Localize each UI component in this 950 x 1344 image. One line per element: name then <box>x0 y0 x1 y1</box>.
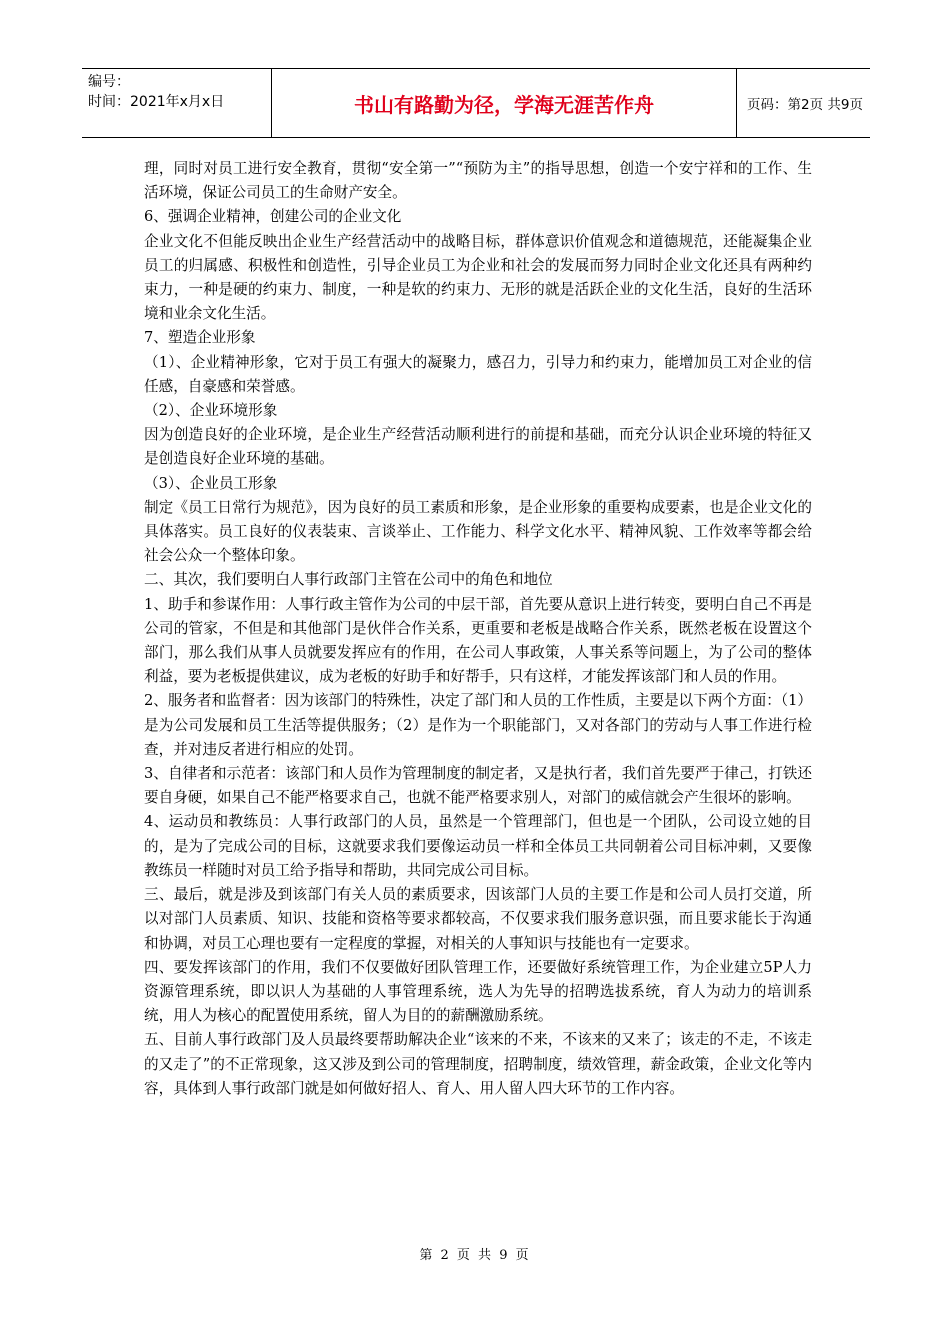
paragraph: 理，同时对员工进行安全教育，贯彻“安全第一”“预防为主”的指导思想，创造一个安宁祥和的工作、生活环境，保证公司员工的生命财产安全。 <box>144 160 812 202</box>
sub-heading: （2）、企业环境形象 <box>144 402 278 420</box>
header-page-code: 页码：第2页 共9页 <box>747 97 863 113</box>
paragraph: 五、目前人事行政部门及人员最终要帮助解决企业“该来的不来，不该来的又来了；该走的不走，不该走的又走了”的不正常现象，这又涉及到公司的管理制度，招聘制度，绩效管理，薪金政策，企业文化等内容，具体到人事行政部门就是如何做好招人、育人、用人留人四大环节的工作内容。 <box>144 1031 812 1097</box>
section-heading: 7、塑造企业形象 <box>144 329 256 347</box>
paragraph: 制定《员工日常行为规范》，因为良好的员工素质和形象，是企业形象的重要构成要素，也是企业文化的具体落实。员工良好的仪表装束、言谈举止、工作能力、科学文化水平、精神风貌、工作效率等都会给社会公众一个整体印象。 <box>144 498 812 565</box>
paragraph: 企业文化不但能反映出企业生产经营活动中的战略目标，群体意识价值观念和道德规范，还能凝集企业员工的归属感、积极性和创造性，引导企业员工为企业和社会的发展而努力同时企业文化还具有两种约束力，一种是硬的约束力、制度，一种是软的约束力、无形的就是活跃企业的文化生活，良好的生活环境和业余文化生活。 <box>144 232 812 323</box>
page-header <box>82 68 870 138</box>
paragraph: 2、服务者和监督者：因为该部门的特殊性，决定了部门和人员的工作性质，主要是以下两个方面：（1）是为公司发展和员工生活等提供服务；（2）是作为一个职能部门，又对各部门的劳动与人事工作进行检查，并对违反者进行相应的处罚。 <box>144 692 812 758</box>
paragraph: （1）、企业精神形象，它对于员工有强大的凝聚力，感召力，引导力和约束力，能增加员工对企业的信任感，自豪感和荣誉感。 <box>144 353 812 395</box>
document-body <box>144 157 812 1101</box>
paragraph: 3、自律者和示范者：该部门和人员作为管理制度的制定者，又是执行者，我们首先要严于律己，打铁还要自身硬，如果自己不能严格要求自己，也就不能严格要求别人，对部门的威信就会产生很坏的影响。 <box>144 765 812 807</box>
time-label: 时间：2021年x月x日 <box>88 94 225 110</box>
section-heading: 6、强调企业精神，创建公司的企业文化 <box>144 208 402 226</box>
header-motto: 书山有路勤为径，学海无涯苦作舟 <box>272 69 737 137</box>
page-footer: 第 2 页 共 9 页 <box>419 1248 531 1263</box>
header-info <box>82 69 272 137</box>
sub-heading: （3）、企业员工形象 <box>144 474 278 492</box>
paragraph: 1、助手和参谋作用：人事行政主管作为公司的中层干部，首先要从意识上进行转变，要明白自己不再是公司的管家，不但是和其他部门是伙伴合作关系，更重要和老板是战略合作关系，既然老板在设置这个部门，那么我们从事人员就要发挥应有的作用，在公司人事政策，人事关系等问题上，为了公司的整体利益，要为老板提供建议，成为老板的好助手和好帮手，只有这样，才能发挥该部门和人员的作用。 <box>144 595 812 686</box>
number-label: 编号： <box>88 74 130 90</box>
paragraph: 四、要发挥该部门的作用，我们不仅要做好团队管理工作，还要做好系统管理工作，为企业建立5P人力资源管理系统，即以识人为基础的人事管理系统，选人为先导的招聘选拔系统，育人为动力的培训系统，用人为核心的配置使用系统，留人为目的的薪酬激励系统。 <box>144 958 812 1025</box>
paragraph: 因为创造良好的企业环境，是企业生产经营活动顺利进行的前提和基础，而充分认识企业环境的特征又是创造良好企业环境的基础。 <box>144 426 812 468</box>
section-heading: 二、其次，我们要明白人事行政部门主管在公司中的角色和地位 <box>144 571 553 589</box>
paragraph: 4、运动员和教练员：人事行政部门的人员，虽然是一个管理部门，但也是一个团队，公司设立她的目的，是为了完成公司的目标，这就要求我们要像运动员一样和全体员工共同朝着公司目标冲刺，又要像教练员一样随时对员工给予指导和帮助，共同完成公司目标。 <box>144 813 812 879</box>
paragraph: 三、最后，就是涉及到该部门有关人员的素质要求，因该部门人员的主要工作是和公司人员打交道，所以对部门人员素质、知识、技能和资格等要求都较高，不仅要求我们服务意识强，而且要求能长于沟通和协调，对员工心理也要有一定程度的掌握，对相关的人事知识与技能也有一定要求。 <box>144 886 812 952</box>
